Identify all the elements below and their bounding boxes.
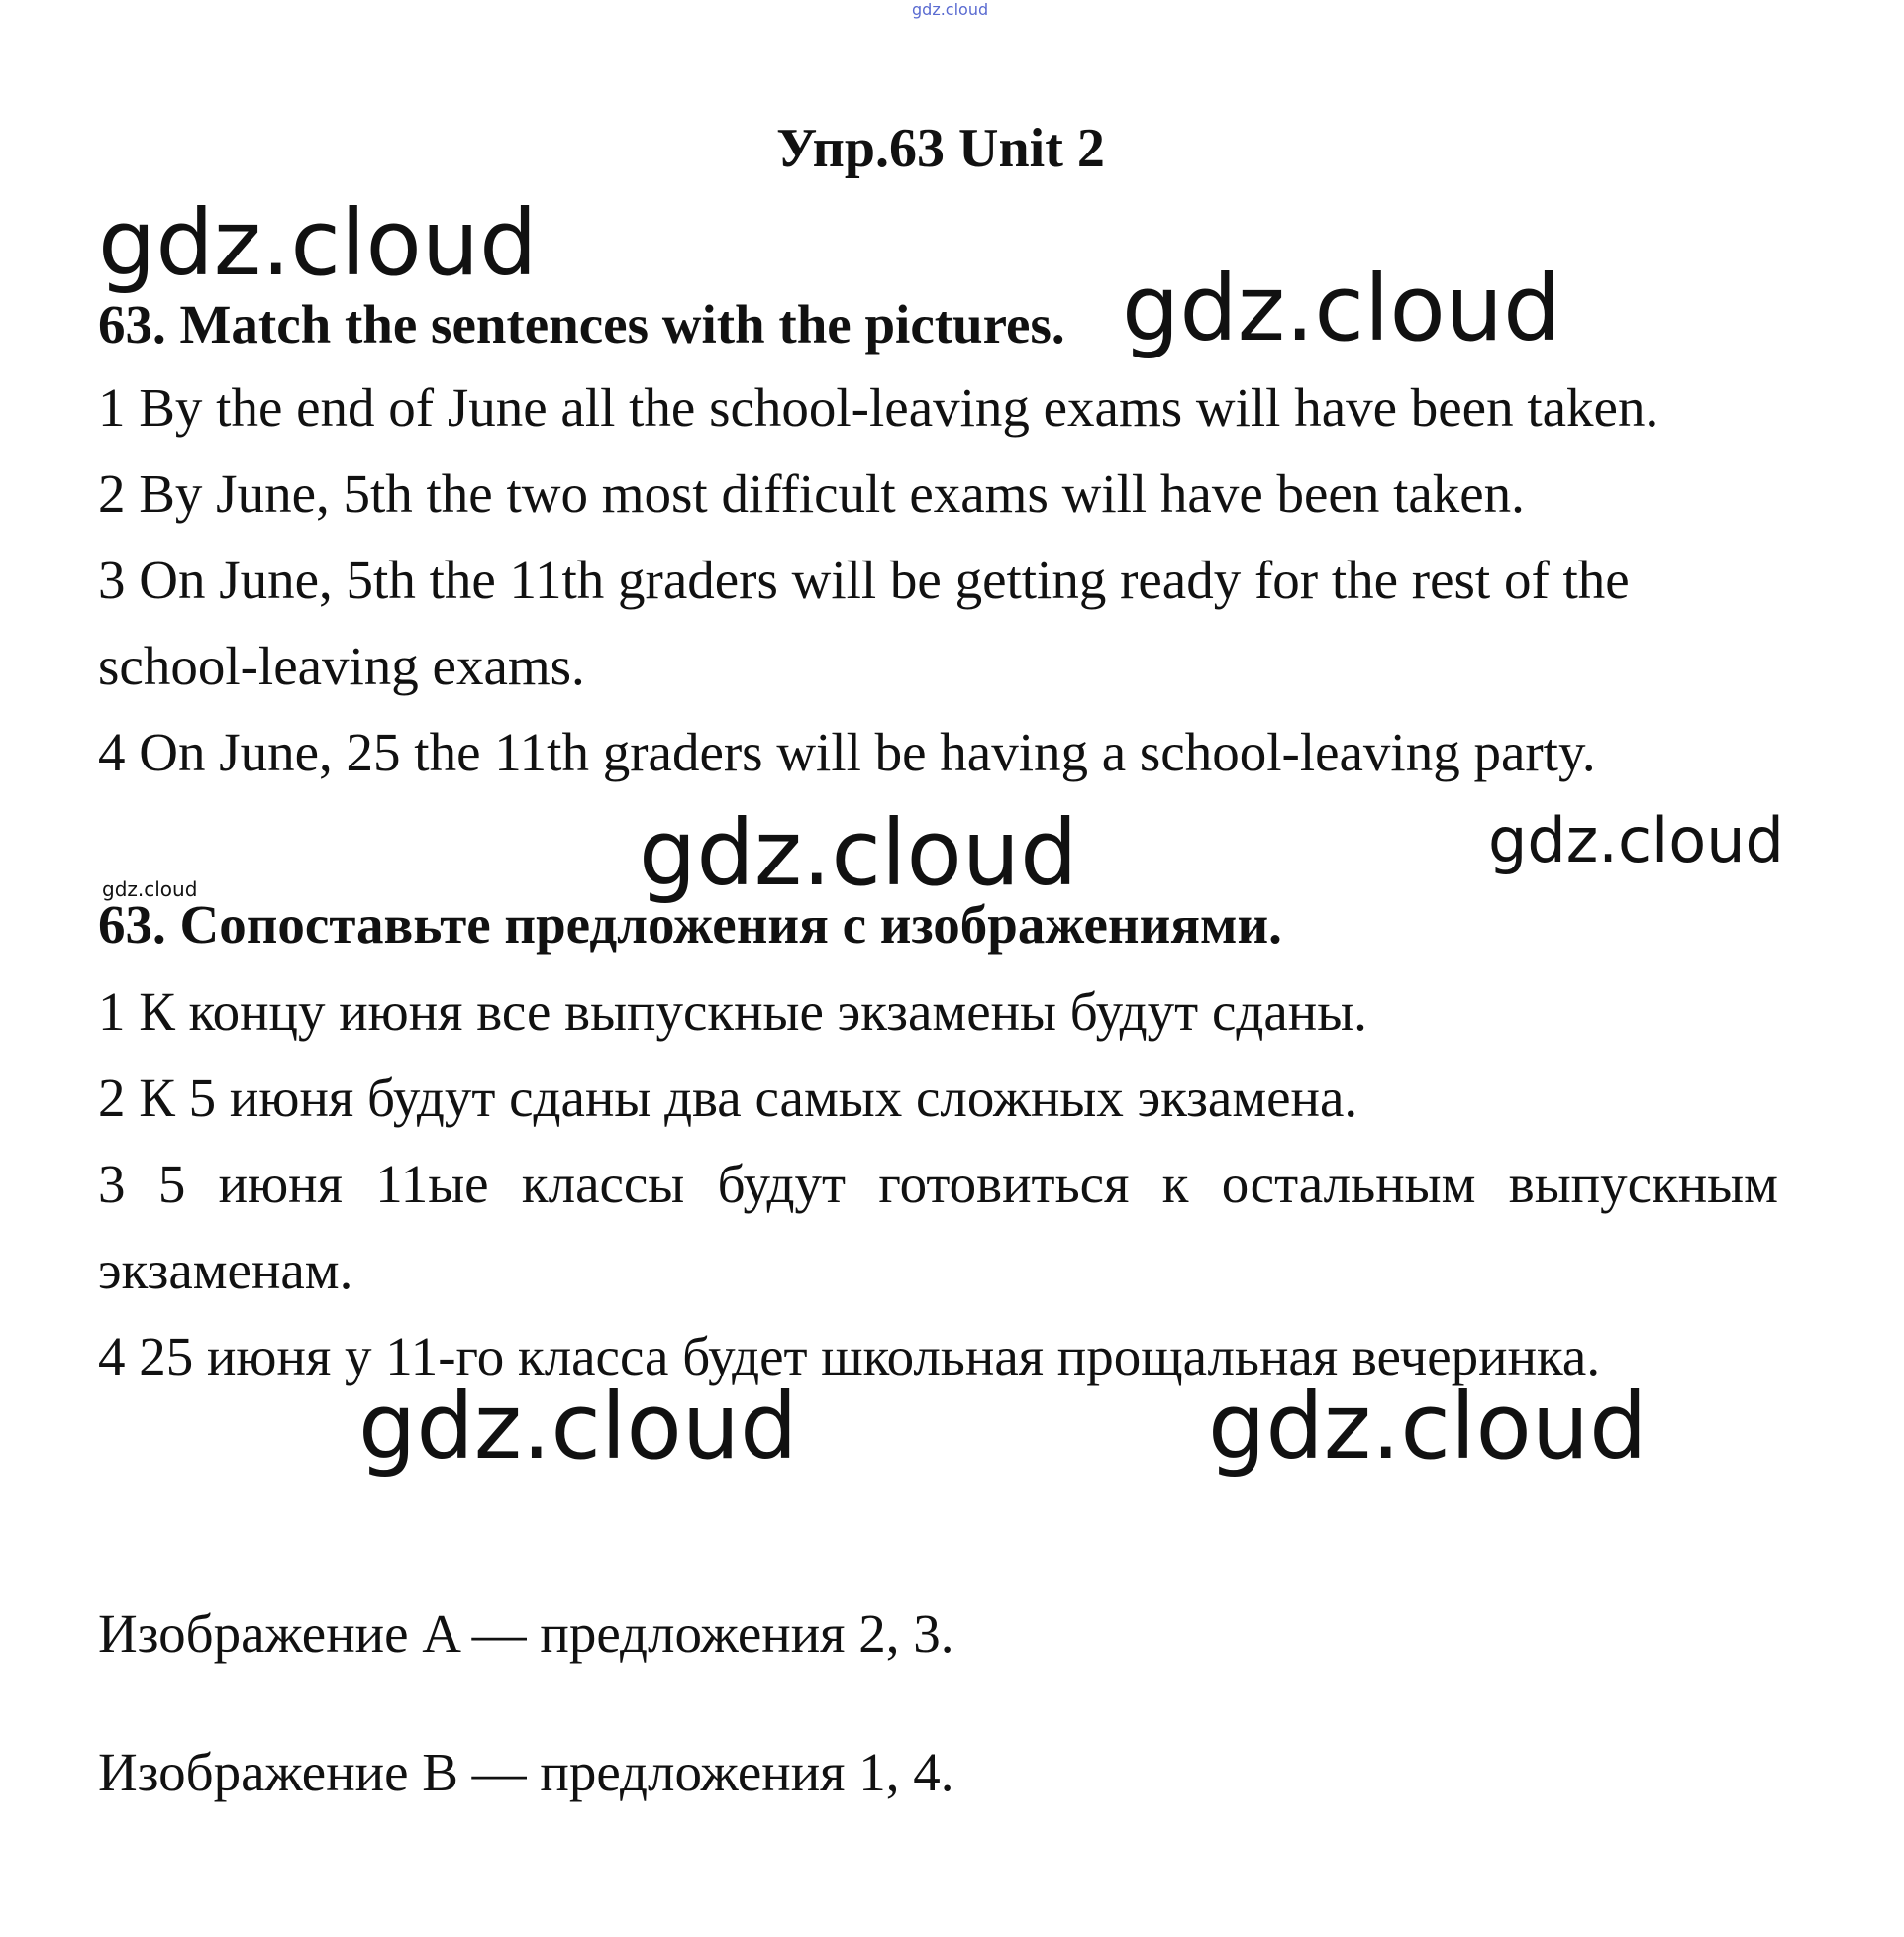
page-title: Упр.63 Unit 2 xyxy=(776,118,1105,179)
english-sentence-2: 2 By June, 5th the two most difficult exams will have been taken. xyxy=(98,463,1525,524)
word: июня xyxy=(218,1154,343,1214)
english-sentence-3-cont: school-leaving exams. xyxy=(98,636,585,696)
english-sentence-3: 3 On June, 5th the 11th graders will be getting ready for the rest of the xyxy=(98,550,1630,610)
watermark-3: gdz.cloud xyxy=(639,800,1078,906)
word: 5 xyxy=(157,1154,186,1214)
word: будут xyxy=(717,1154,847,1214)
russian-sentence-3-cont: экзаменам. xyxy=(98,1240,353,1300)
english-sentence-1: 1 By the end of June all the school-leaving exams will have been taken. xyxy=(98,377,1659,438)
watermark-7: gdz.cloud xyxy=(1208,1374,1648,1479)
russian-heading: 63. Сопоставьте предложения с изображениями. xyxy=(98,894,1282,955)
russian-sentence-2: 2 К 5 июня будут сданы два самых сложных экзамена. xyxy=(98,1068,1358,1128)
russian-sentence-4: 4 25 июня у 11-го класса будет школьная прощальная вечеринка. xyxy=(98,1326,1601,1386)
english-sentence-4: 4 On June, 25 the 11th graders will be having a school-leaving party. xyxy=(98,722,1596,782)
word: 3 xyxy=(98,1154,126,1214)
word: выпускным xyxy=(1508,1154,1778,1214)
english-heading: 63. Match the sentences with the pictures. xyxy=(98,294,1065,355)
word: к xyxy=(1161,1154,1189,1214)
watermark-2: gdz.cloud xyxy=(1122,255,1561,361)
word: готовиться xyxy=(878,1154,1130,1214)
russian-sentence-3 xyxy=(98,1153,1778,1216)
answer-a: Изображение A — предложения 2, 3. xyxy=(98,1603,954,1664)
watermark-6: gdz.cloud xyxy=(358,1374,798,1479)
word: 11ые xyxy=(375,1154,489,1214)
answer-b: Изображение B — предложения 1, 4. xyxy=(98,1742,954,1802)
watermark-4: gdz.cloud xyxy=(1488,804,1784,876)
watermark-top: gdz.cloud xyxy=(912,0,989,19)
word: остальным xyxy=(1221,1154,1476,1214)
watermark-1: gdz.cloud xyxy=(98,190,538,296)
watermark-5: gdz.cloud xyxy=(102,877,198,901)
word: классы xyxy=(521,1154,685,1214)
russian-sentence-1: 1 К концу июня все выпускные экзамены будут сданы. xyxy=(98,981,1367,1042)
